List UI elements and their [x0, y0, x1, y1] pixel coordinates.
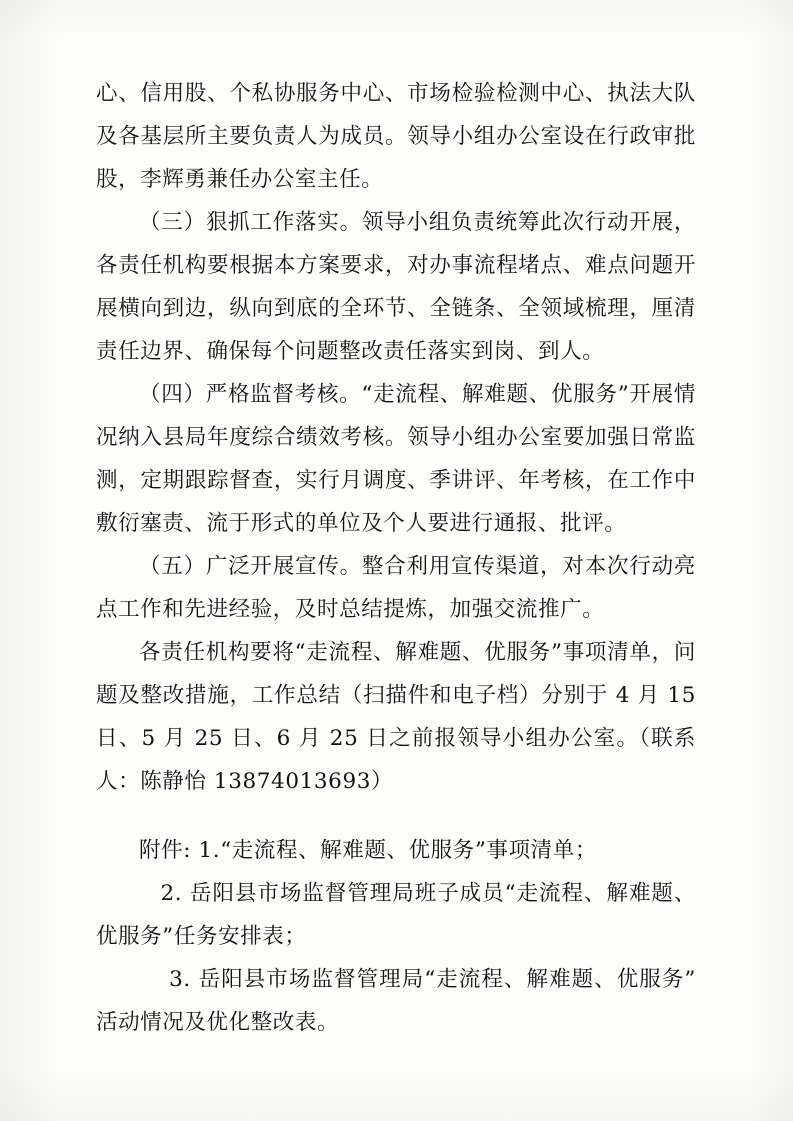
attachment-item-1: 附件: 1.“走流程、解难题、优服务”事项清单；: [139, 838, 597, 863]
page-edge-shading-right: [747, 0, 793, 1121]
paragraph-item-five: （五）广泛开展宣传。整合利用宣传渠道，对本次行动亮点工作和先进经验，及时总结提炼，加强交流推广。: [96, 554, 696, 622]
attachment-item-3: 3. 岳阳县市场监督管理局“走流程、解难题、优服务”活动情况及优化整改表。: [96, 967, 696, 1035]
document-text-body: [96, 72, 696, 1044]
page-edge-shading-bottom: [0, 1067, 793, 1121]
attachment-item-2: 2. 岳阳县市场监督管理局班子成员“走流程、解难题、优服务”任务安排表；: [96, 881, 696, 949]
paragraph-item-three: （三）狠抓工作落实。领导小组负责统筹此次行动开展，各责任机构要根据本方案要求，对办事流程堵点、难点问题开展横向到边，纵向到底的全环节、全链条、全领域梳理，厘清责任边界、确保每个问题整改责任落实到岗、到人。: [96, 210, 696, 364]
paragraph-item-four: （四）严格监督考核。“走流程、解难题、优服务”开展情况纳入县局年度综合绩效考核。领导小组办公室要加强日常监测，定期跟踪督查，实行月调度、季讲评、年考核，在工作中敷衍塞责、流于形式的单位及个人要进行通报、批评。: [96, 382, 696, 536]
page-edge-shading-left: [0, 0, 60, 1121]
attachment-list: [96, 829, 696, 1044]
paragraph-submission-deadline: 各责任机构要将“走流程、解难题、优服务”事项清单，问题及整改措施，工作总结（扫描件和电子档）分别于 4 月 15 日、5 月 25 日、6 月 25 日之前报领导小组办公室。（联系人：陈静怡 13874013693）: [96, 640, 696, 794]
paragraph-continued: 心、信用股、个私协服务中心、市场检验检测中心、执法大队及各基层所主要负责人为成员。领导小组办公室设在行政审批股，李辉勇兼任办公室主任。: [96, 81, 696, 192]
page-edge-shading-top: [0, 0, 793, 40]
